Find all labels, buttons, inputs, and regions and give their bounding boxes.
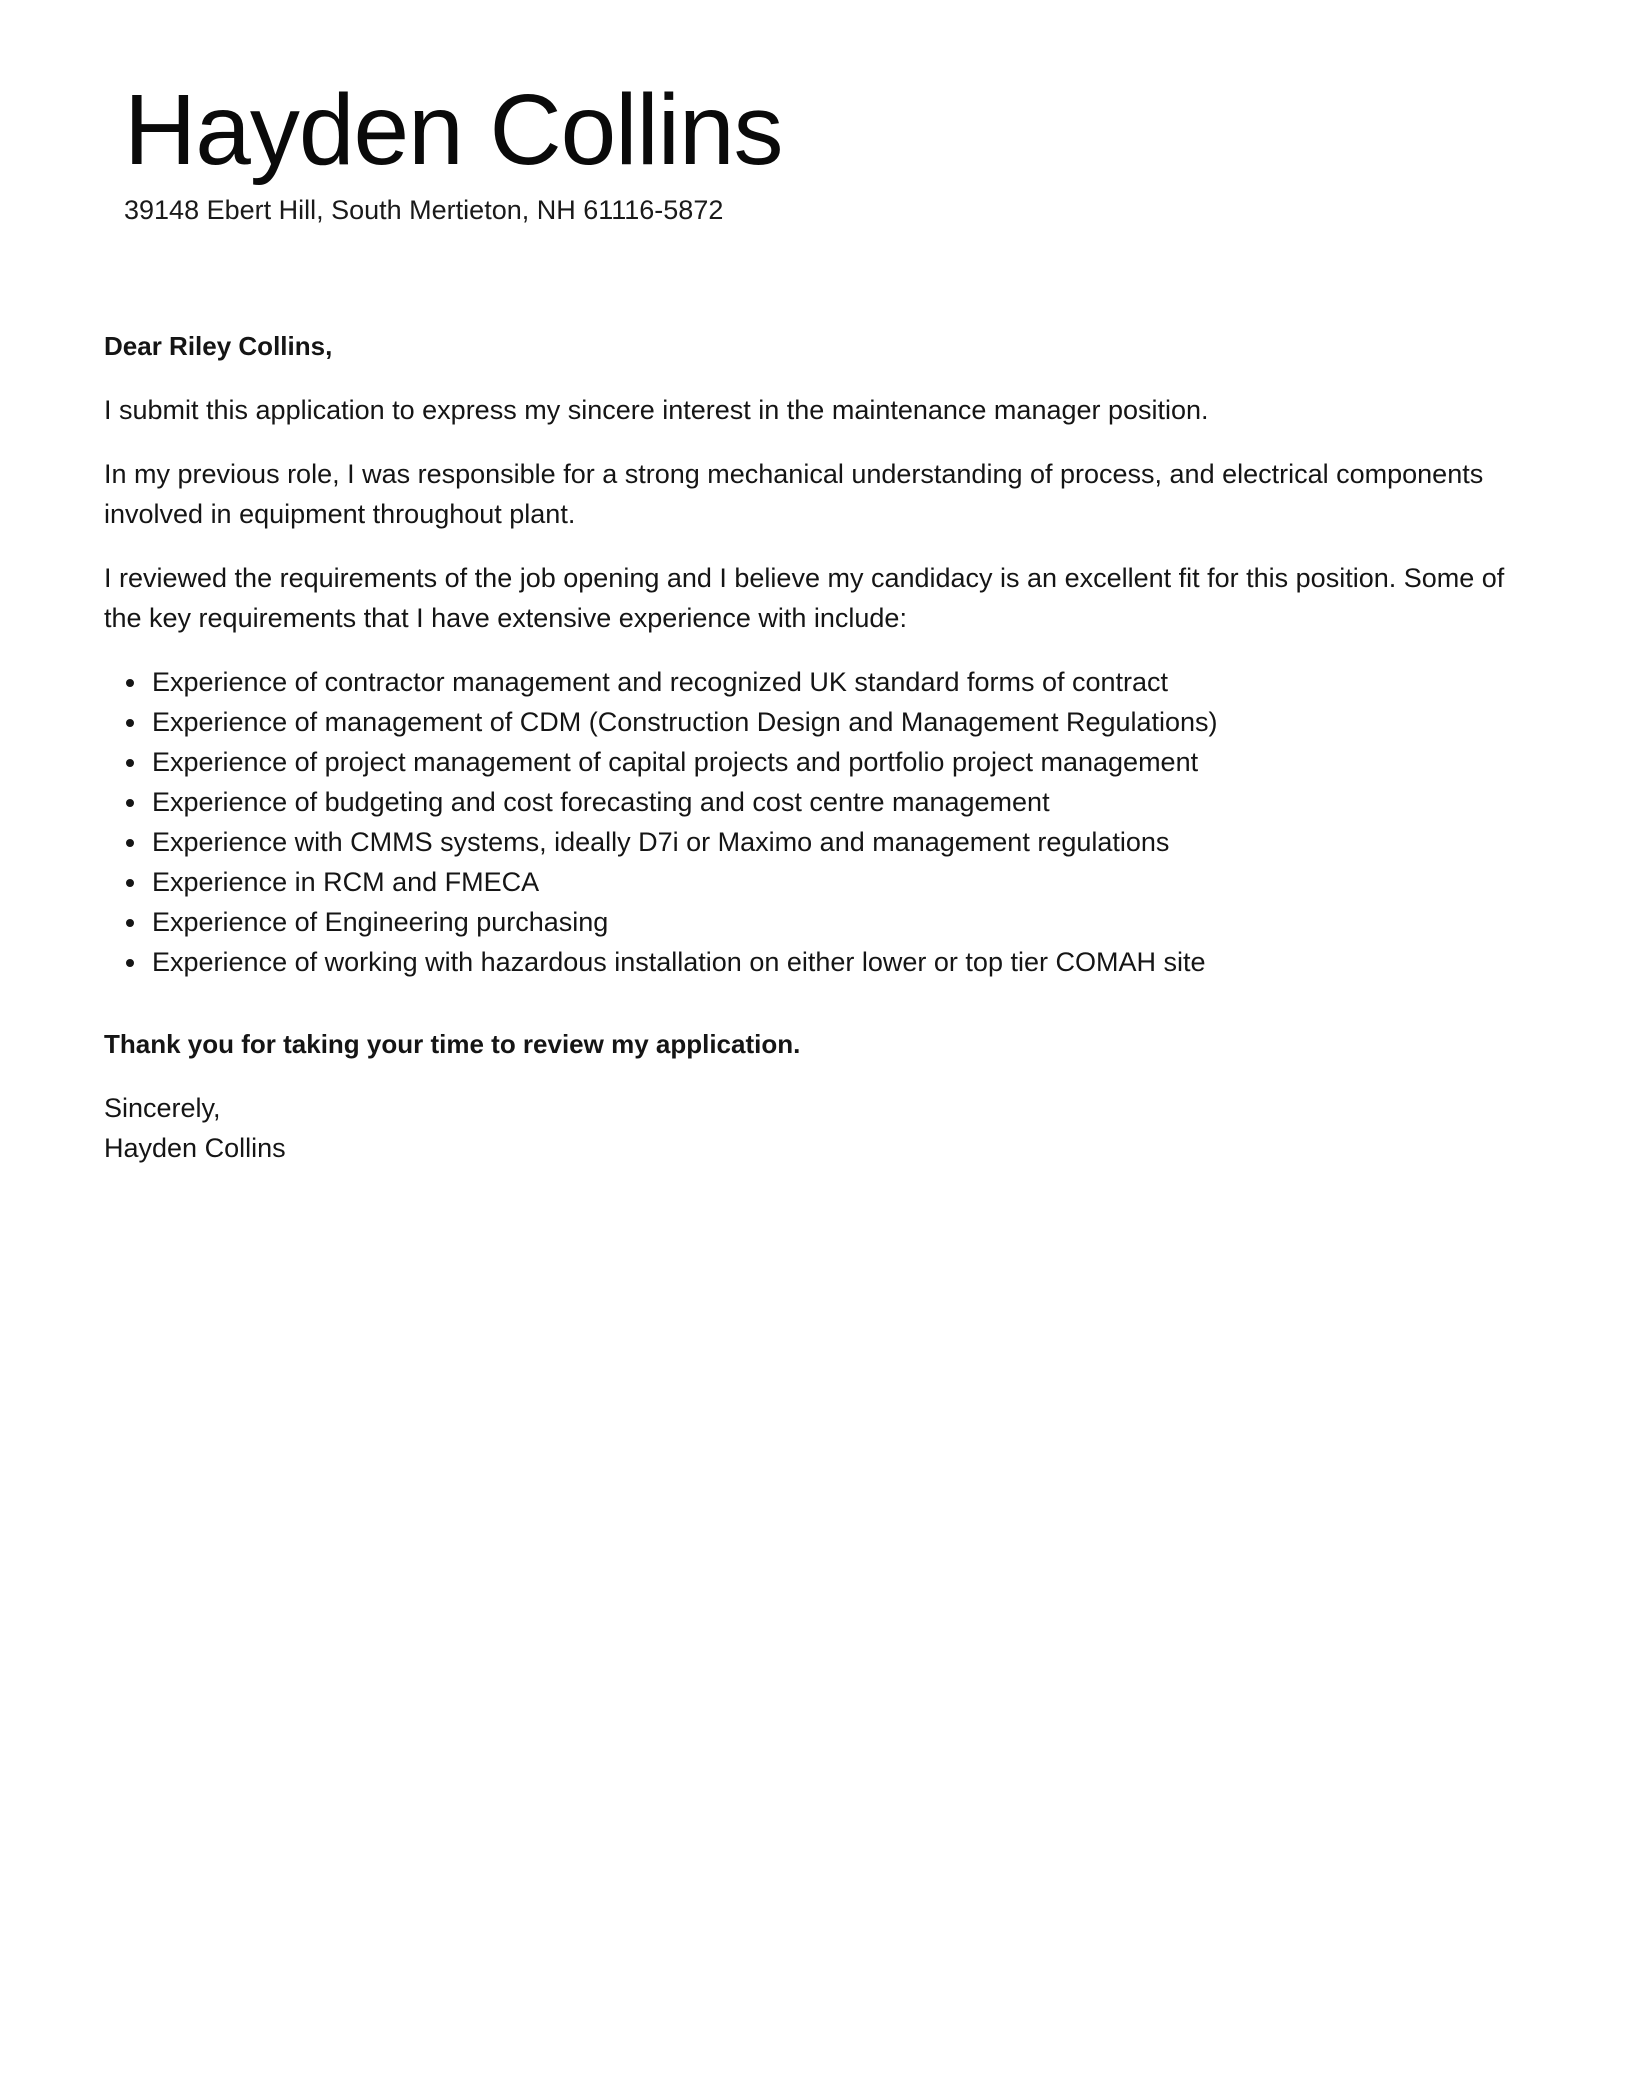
requirement-text: Experience of project management of capital projects and portfolio project management — [152, 747, 1199, 777]
requirement-item — [152, 902, 1544, 942]
bullet-icon — [126, 679, 134, 687]
paragraph-requirements: I reviewed the requirements of the job opening and I believe my candidacy is an excellent fit for this position. Some of the key requirements that I have extensive experience with include: — [104, 563, 1505, 633]
bullet-icon — [126, 719, 134, 727]
requirement-item — [152, 702, 1544, 742]
thank-you-line: Thank you for taking your time to review my application. — [104, 1029, 801, 1059]
requirement-text: Experience of Engineering purchasing — [152, 907, 609, 937]
bullet-icon — [126, 839, 134, 847]
requirement-item — [152, 862, 1544, 902]
salutation: Dear Riley Collins, — [104, 331, 333, 361]
letter-body — [104, 326, 1544, 1168]
applicant-address: 39148 Ebert Hill, South Mertieton, NH 61116-5872 — [124, 195, 724, 225]
requirement-text: Experience of working with hazardous installation on either lower or top tier COMAH site — [152, 947, 1206, 977]
bullet-icon — [126, 919, 134, 927]
bullet-icon — [126, 799, 134, 807]
letter-header — [124, 72, 1424, 225]
requirement-item — [152, 742, 1544, 782]
requirement-text: Experience in RCM and FMECA — [152, 867, 540, 897]
paragraph-previous-role: In my previous role, I was responsible for a strong mechanical understanding of process, and electrical components involved in equipment throughout plant. — [104, 459, 1484, 529]
requirement-text: Experience of management of CDM (Construction Design and Management Regulations) — [152, 707, 1218, 737]
applicant-name: Hayden Collins — [124, 74, 783, 186]
bullet-icon — [126, 879, 134, 887]
requirement-text: Experience of contractor management and recognized UK standard forms of contract — [152, 667, 1169, 697]
requirement-item — [152, 782, 1544, 822]
bullet-icon — [126, 759, 134, 767]
requirements-list — [104, 662, 1544, 982]
requirement-text: Experience with CMMS systems, ideally D7i or Maximo and management regulations — [152, 827, 1170, 857]
requirement-item — [152, 662, 1544, 702]
paragraph-intro: I submit this application to express my sincere interest in the maintenance manager position. — [104, 395, 1209, 425]
closing-word: Sincerely, — [104, 1093, 221, 1123]
requirement-item — [152, 942, 1544, 982]
requirement-text: Experience of budgeting and cost forecasting and cost centre management — [152, 787, 1050, 817]
requirement-item — [152, 822, 1544, 862]
bullet-icon — [126, 959, 134, 967]
signature-name: Hayden Collins — [104, 1133, 286, 1163]
closing-block — [104, 1088, 1544, 1168]
